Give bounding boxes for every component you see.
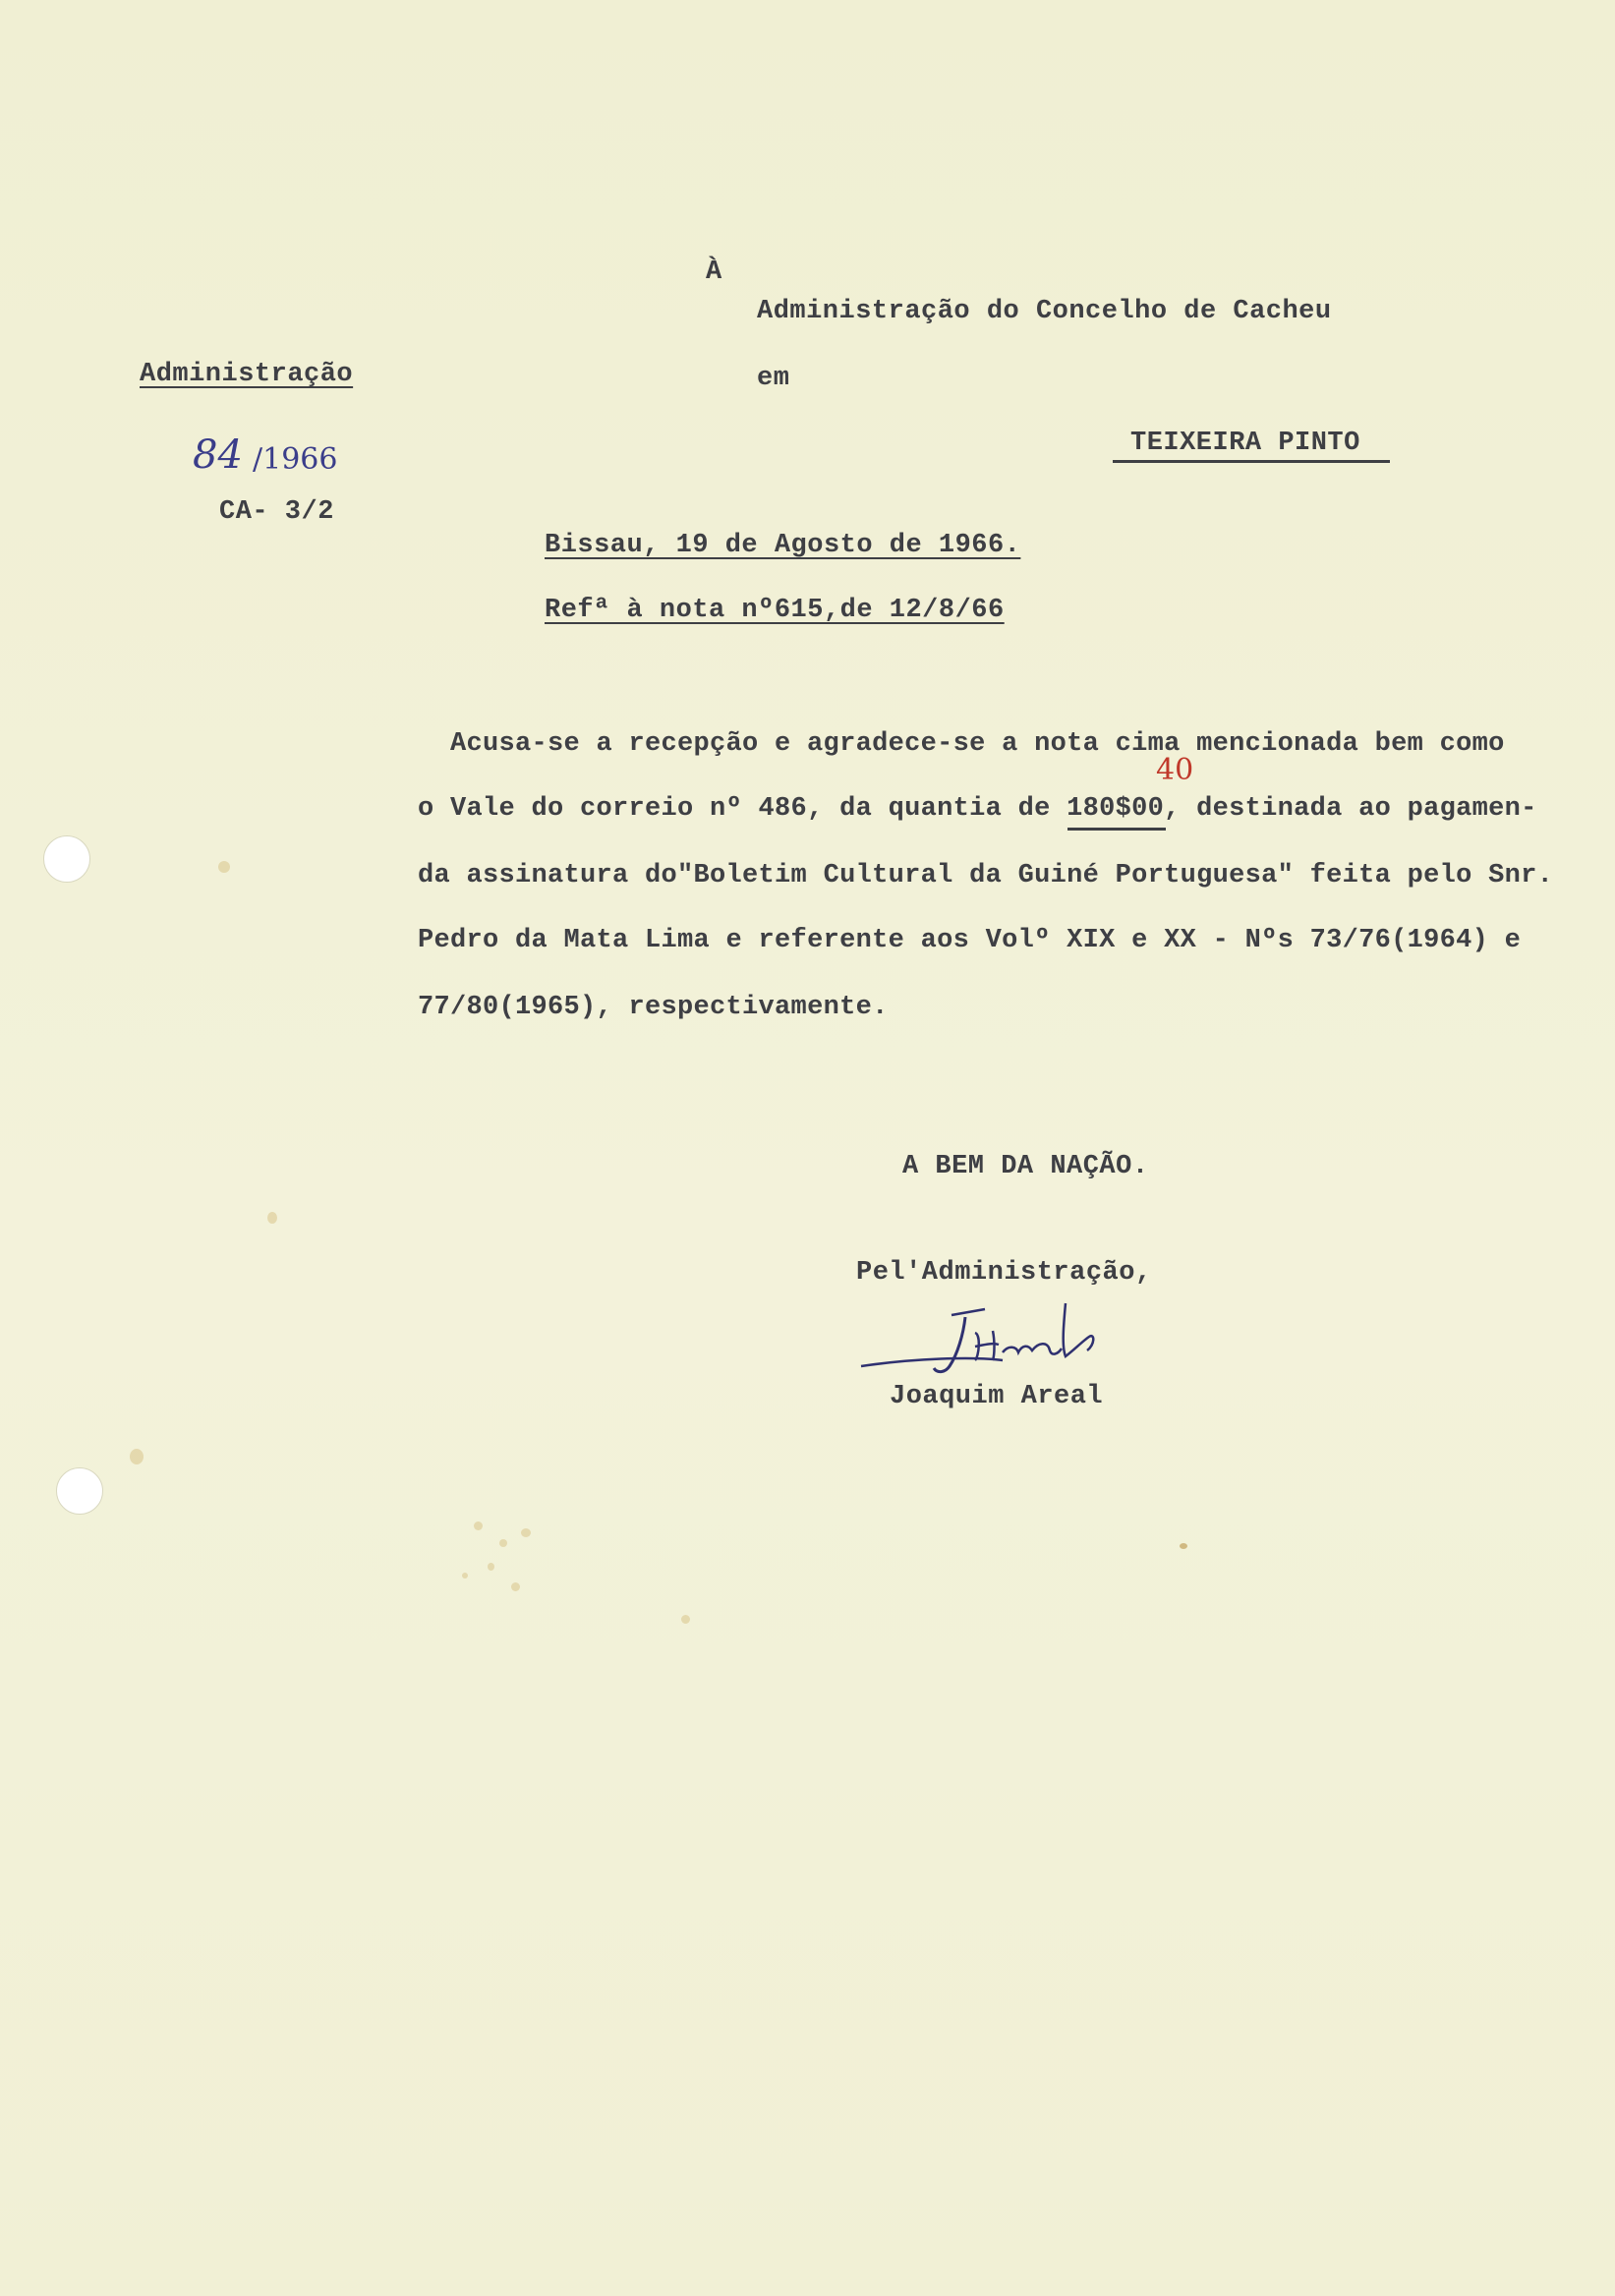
stain-mark (474, 1521, 483, 1530)
stain-mark (521, 1528, 531, 1537)
handwritten-number: 84 (193, 432, 243, 478)
closing-formula: A BEM DA NAÇÃO. (902, 1152, 1149, 1181)
recipient-line-1: Administração do Concelho de Cacheu (757, 297, 1332, 326)
signoff-line: Pel'Administração, (856, 1258, 1152, 1288)
stain-mark (499, 1539, 507, 1547)
year-number: /1966 (253, 442, 338, 477)
handwritten-correction: 40 (1156, 753, 1194, 787)
stain-mark (267, 1212, 277, 1224)
reference-line: Refª à nota nº615,de 12/8/66 (545, 596, 1005, 625)
punch-hole-top (43, 835, 90, 883)
stain-mark (488, 1563, 494, 1571)
stain-mark (130, 1449, 144, 1464)
body-line-4: Pedro da Mata Lima e referente aos Volº XIX e XX - Nºs 73/76(1964) e (418, 926, 1522, 955)
punch-hole-bottom (56, 1467, 103, 1515)
body-line-2: o Vale do correio nº 486, da quantia de 180$00, destinada ao pagamen- (418, 794, 1537, 824)
signatory-name: Joaquim Areal (890, 1382, 1104, 1411)
dateline: Bissau, 19 de Agosto de 1966. (545, 531, 1021, 560)
stain-mark (1180, 1543, 1187, 1549)
handwritten-signature (855, 1295, 1130, 1384)
sender-heading: Administração (140, 360, 354, 389)
recipient-line-3: TEIXEIRA PINTO (1130, 429, 1360, 458)
stain-mark (462, 1573, 468, 1578)
body-line-3: da assinatura do"Boletim Cultural da Guiné Portuguesa" feita pelo Snr. (418, 861, 1554, 890)
stain-mark (511, 1582, 520, 1591)
stain-mark (681, 1615, 690, 1624)
recipient-line-3-rule (1113, 460, 1390, 463)
body-line-1: Acusa-se a recepção e agradece-se a nota cima mencionada bem como (450, 729, 1505, 759)
stain-mark (218, 861, 230, 873)
recipient-prefix: À (706, 258, 722, 287)
sender-code: CA- 3/2 (219, 497, 334, 527)
amount-underline (1067, 828, 1166, 831)
recipient-line-2: em (757, 364, 790, 393)
body-line-5: 77/80(1965), respectivamente. (418, 993, 889, 1022)
